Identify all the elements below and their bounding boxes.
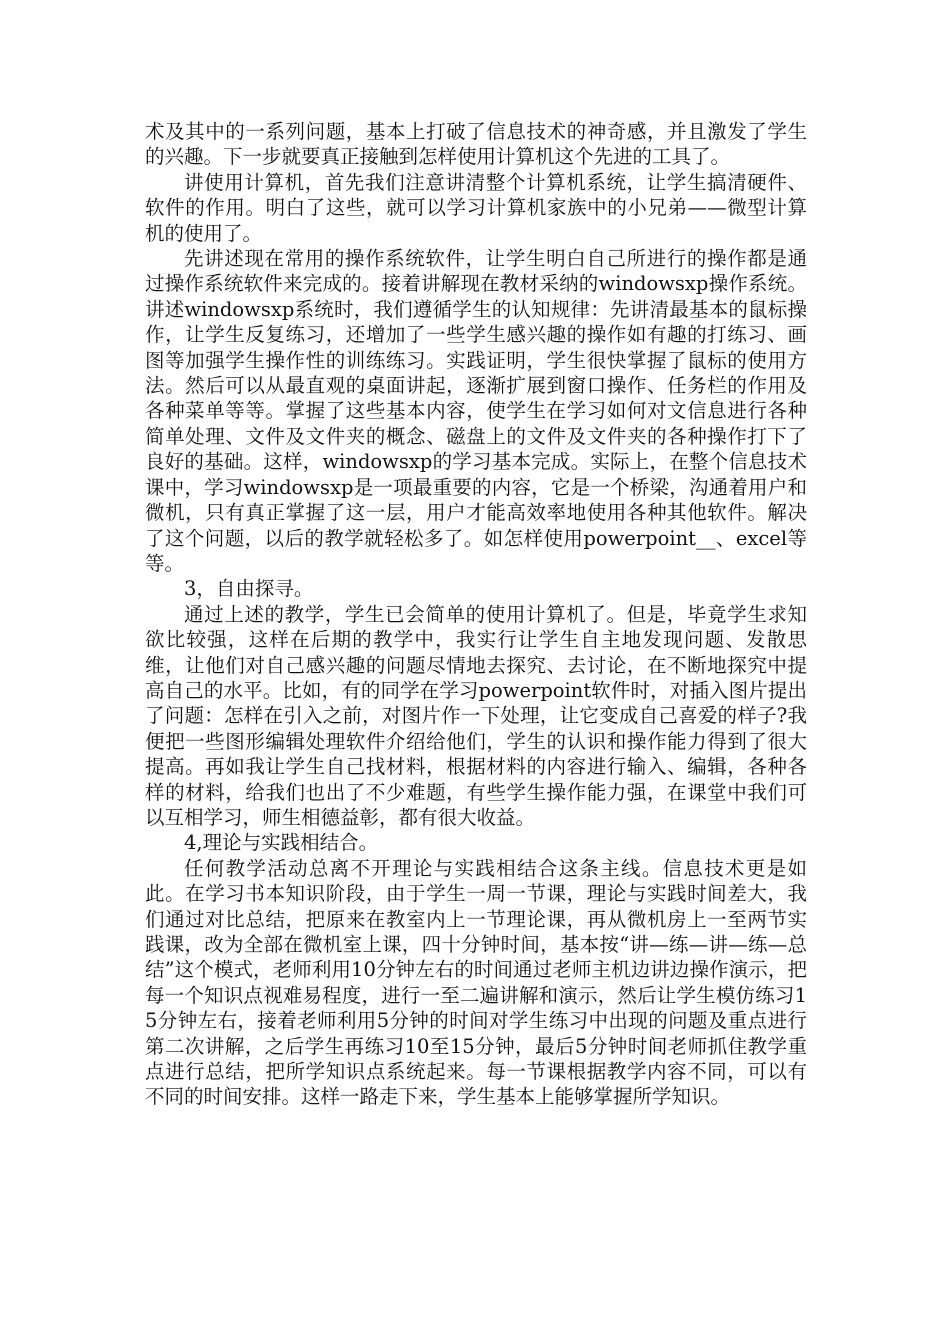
document-body <box>145 119 807 1110</box>
paragraph-free-exploration: 通过上述的教学，学生已会简单的使用计算机了。但是，毕竟学生求知欲比较强，这样在后期的教学中，我实行让学生自主地发现问题、发散思维，让他们对自己感兴趣的问题尽情地去探究、去讨论，在不断地探究中提高自己的水平。比如，有的同学在学习powerpoint软件时，对插入图片提出了问题：怎样在引入之前，对图片作一下处理，让它变成自己喜爱的样子?我便把一些图形编辑处理软件介绍给他们，学生的认识和操作能力得到了很大提高。再如我让学生自己找材料，根据材料的内容进行输入、编辑，各种各样的材料，给我们也出了不少难题，有些学生操作能力强，在课堂中我们可以互相学习，师生相德益彰，都有很大收益。 <box>145 602 807 829</box>
paragraph-continuation: 术及其中的一系列问题，基本上打破了信息技术的神奇感，并且激发了学生的兴趣。下一步就要真正接触到怎样使用计算机这个先进的工具了。 <box>145 120 807 169</box>
paragraph-theory-practice: 任何教学活动总离不开理论与实践相结合这条主线。信息技术更是如此。在学习书本知识阶段，由于学生一周一节课，理论与实践时间差大，我们通过对比总结，把原来在教室内上一节理论课，再从微机房上一至两节实践课，改为全部在微机室上课，四十分钟时间，基本按“讲—练—讲—练—总结”这个模式，老师利用10分钟左右的时间通过老师主机边讲边操作演示，把每一个知识点视难易程度，进行一至二遍讲解和演示，然后让学生模仿练习15分钟左右，接着老师利用5分钟的时间对学生练习中出现的问题及重点进行第二次讲解，之后学生再练习10至15分钟，最后5分钟时间老师抓住教学重点进行总结，把所学知识点系统起来。每一节课根据教学内容不同，可以有不同的时间安排。这样一路走下来，学生基本上能够掌握所学知识。 <box>145 856 807 1109</box>
paragraph-operating-system: 先讲述现在常用的操作系统软件，让学生明白自己所进行的操作都是通过操作系统软件来完成的。接着讲解现在教材采纳的windowsxp操作系统。讲述windowsxp系统时，我们遵循学生的认知规律：先讲清最基本的鼠标操作，让学生反复练习，还增加了一些学生感兴趣的操作如有趣的打练习、画图等加强学生操作性的训练练习。实践证明，学生很快掌握了鼠标的使用方法。然后可以从最直观的桌面讲起，逐渐扩展到窗口操作、任务栏的作用及各种菜单等等。掌握了这些基本内容，使学生在学习如何对文信息进行各种简单处理、文件及文件夹的概念、磁盘上的文件及文件夹的各种操作打下了良好的基础。这样，windowsxp的学习基本完成。实际上，在整个信息技术课中，学习windowsxp是一项最重要的内容，它是一个桥梁，沟通着用户和微机，只有真正掌握了这一层，用户才能高效率地使用各种其他软件。解决了这个问题，以后的教学就轻松多了。如怎样使用powerpoint__、excel等等。 <box>145 247 807 575</box>
section-heading-theory-practice: 4,理论与实践相结合。 <box>184 831 379 855</box>
section-heading-free-exploration: 3，自由探寻。 <box>184 577 314 601</box>
paragraph-computer-system: 讲使用计算机，首先我们注意讲清整个计算机系统，让学生搞清硬件、软件的作用。明白了这些，就可以学习计算机家族中的小兄弟——微型计算机的使用了。 <box>145 170 807 245</box>
